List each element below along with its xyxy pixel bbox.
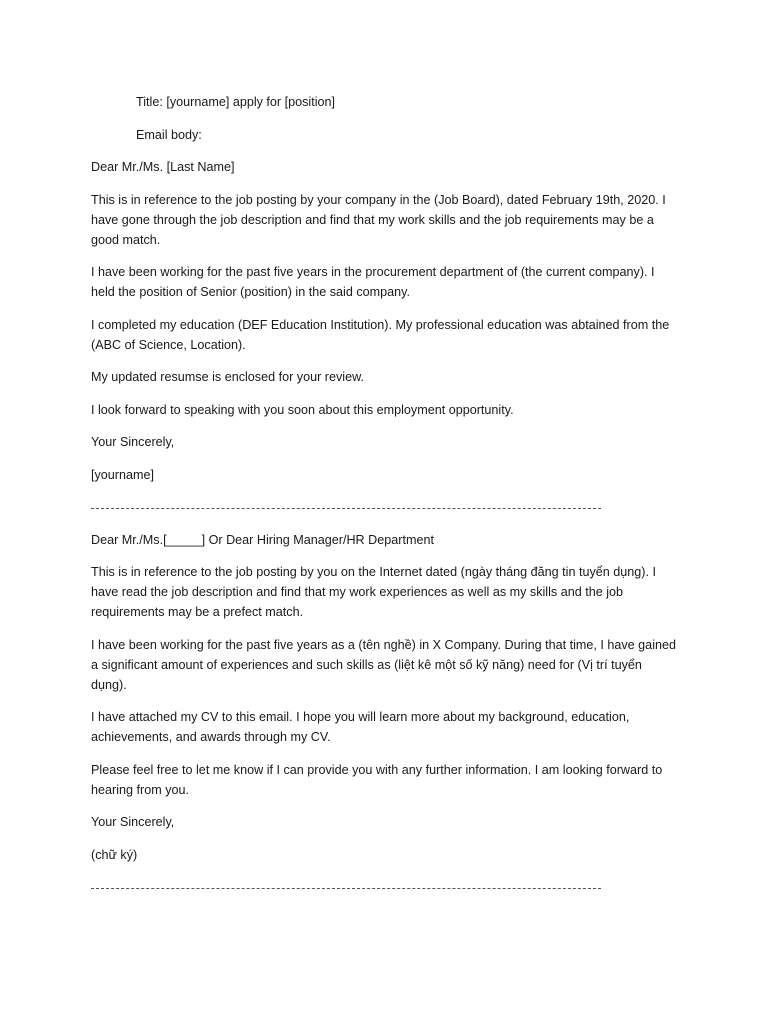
letter1-paragraph: I have been working for the past five years in the procurement department of (the current company). I held the position of Senior (position) in the said company. <box>91 265 655 299</box>
letter1-paragraph: I look forward to speaking with you soon about this employment opportunity. <box>91 402 514 417</box>
letter2-paragraph: Please feel free to let me know if I can provide you with any further information. I am looking forward to hearing from you. <box>91 762 663 797</box>
letter1-paragraph: I completed my education (DEF Education Institution). My professional education was abtained from the (ABC of Science, Location). <box>91 317 670 352</box>
letter1-closing: Your Sincerely, <box>91 435 175 449</box>
email-title-line: Title: [yourname] apply for [position] <box>136 95 336 109</box>
letter2-paragraph: This is in reference to the job posting by you on the Internet dated (ngày tháng đăng tin tuyển dụng). I have read the job description and find that my work experiences as well as my skills and the job requirements may be a prefect match. <box>91 565 656 619</box>
email-body-label: Email body: <box>136 127 202 142</box>
document-content <box>91 92 681 910</box>
dashed-separator <box>91 497 601 517</box>
letter1-paragraph: My updated resumse is enclosed for your review. <box>91 370 364 384</box>
letter2-paragraph: I have attached my CV to this email. I hope you will learn more about my background, education, achievements, and awards through my CV. <box>91 710 630 744</box>
letter1-salutation: Dear Mr./Ms. [Last Name] <box>91 160 235 174</box>
letter2-closing: Your Sincerely, <box>91 815 175 829</box>
letter2-salutation: Dear Mr./Ms.[_____] Or Dear Hiring Manager/HR Department <box>91 532 434 547</box>
letter2-paragraph: I have been working for the past five years as a (tên nghề) in X Company. During that time, I have gained a significant amount of experiences and such skills as (liệt kê một số kỹ năng) need for (Vị trí tuyển dụng). <box>91 637 677 692</box>
letter2-signature: (chữ ký) <box>91 847 138 862</box>
dashed-separator <box>91 877 601 897</box>
letter1-paragraph: This is in reference to the job posting by your company in the (Job Board), dated February 19th, 2020. I have gone through the job description and find that my work skills and the job requirements may be a good match. <box>91 192 666 247</box>
letter1-signature: [yourname] <box>91 467 154 482</box>
